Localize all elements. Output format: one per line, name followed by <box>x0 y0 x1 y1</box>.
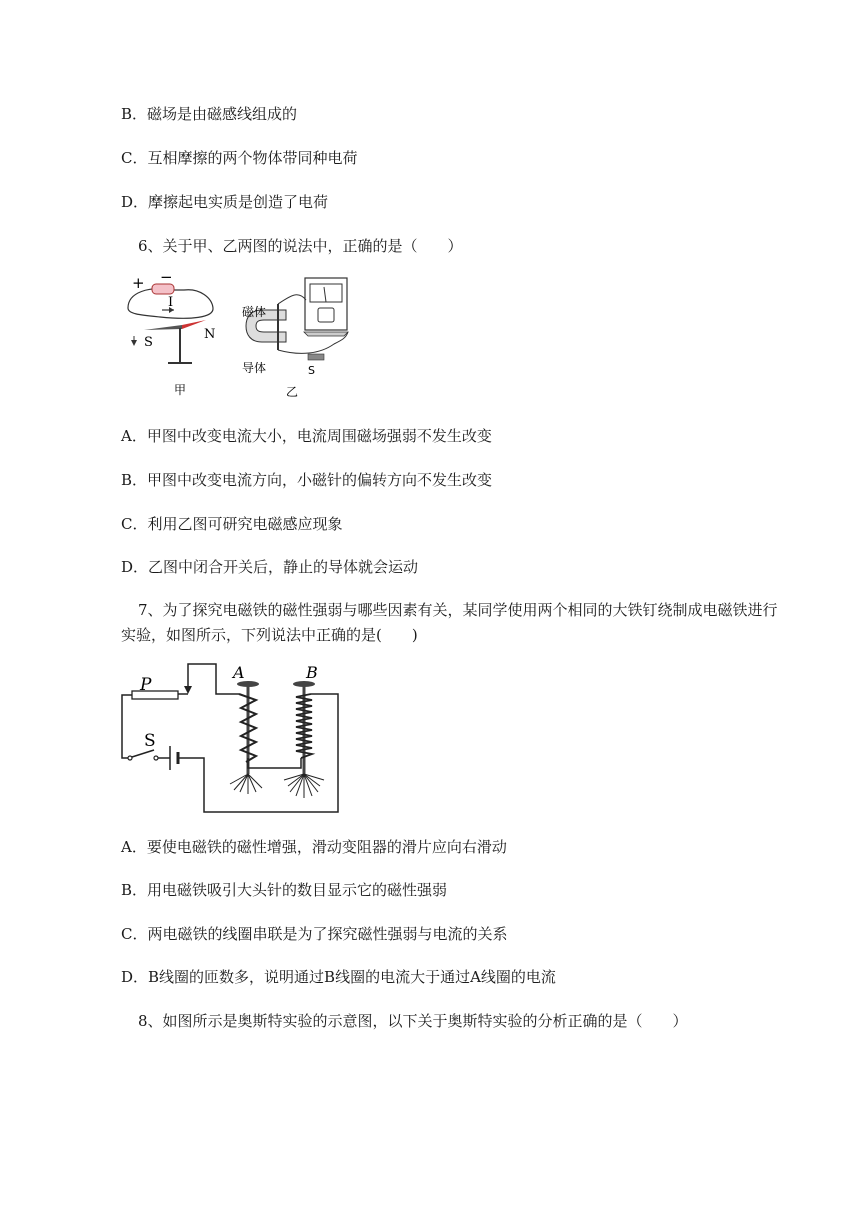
electromagnet-b <box>284 681 324 798</box>
needle-north-label: N <box>204 327 216 342</box>
return-wire <box>178 694 338 812</box>
switch-icon <box>308 354 324 360</box>
battery-plus-label: + <box>132 274 145 292</box>
q6-diagram <box>120 270 360 402</box>
wire-to-meter <box>278 295 306 304</box>
q6-option-a: A．甲图中改变电流大小，电流周围磁场强弱不发生改变 <box>121 427 492 445</box>
q7-figure <box>118 658 348 818</box>
conductor-label: 导体 <box>242 361 267 375</box>
switch-icon <box>132 750 154 757</box>
rheostat-icon <box>132 691 178 699</box>
pins-a-icon <box>230 774 262 794</box>
rheostat-wire <box>188 664 239 694</box>
q6-option-c: C．利用乙图可研究电磁感应现象 <box>121 515 343 533</box>
battery-minus-label: − <box>160 270 173 286</box>
rotation-arrow-icon <box>131 340 137 346</box>
needle-south-half <box>144 325 182 330</box>
pins-b-icon <box>284 774 324 798</box>
magnet-a-label: A <box>233 663 245 682</box>
q7-option-a: A．要使电磁铁的磁性增强，滑动变阻器的滑片应向右滑动 <box>121 838 507 856</box>
q7-diagram <box>118 658 348 818</box>
rheostat-label: P <box>140 675 152 695</box>
q7-option-d: D．B线圈的匝数多，说明通过B线圈的电流大于通过A线圈的电流 <box>121 968 556 986</box>
magnet-label: 磁体 <box>242 305 267 319</box>
magnet-b-label: B <box>306 663 318 682</box>
current-label: I <box>168 295 174 310</box>
q8-stem: 8、如图所示是奥斯特实验的示意图，以下关于奥斯特实验的分析正确的是（ ） <box>138 1012 688 1030</box>
needle-north-half <box>182 320 206 329</box>
q5-option-b: B．磁场是由磁感线组成的 <box>121 105 298 123</box>
series-wire <box>248 758 301 768</box>
galvanometer-base <box>304 332 348 336</box>
q6-option-d: D．乙图中闭合开关后，静止的导体就会运动 <box>121 558 419 576</box>
switch-terminal-right <box>154 756 158 760</box>
needle-south-label: S <box>144 335 153 350</box>
left-wire <box>122 695 132 758</box>
q5-option-c: C．互相摩擦的两个物体带同种电荷 <box>121 149 358 167</box>
q6-option-b: B．甲图中改变电流方向，小磁针的偏转方向不发生改变 <box>121 471 493 489</box>
switch-label: S <box>144 731 156 751</box>
galvanometer-terminal <box>318 308 334 322</box>
q6-figure <box>120 270 360 402</box>
q7-option-b: B．用电磁铁吸引大头针的数目显示它的磁性强弱 <box>121 881 448 899</box>
q7-option-c: C．两电磁铁的线圈串联是为了探究磁性强弱与电流的关系 <box>121 925 508 943</box>
figure-jia <box>128 270 215 397</box>
electromagnet-a <box>230 681 301 794</box>
slider-arrow-icon <box>184 686 192 694</box>
figure-yi-caption: 乙 <box>286 385 299 399</box>
q7-stem-line2: 实验，如图所示，下列说法中正确的是( ) <box>121 626 418 644</box>
q6-stem: 6、关于甲、乙两图的说法中，正确的是（ ） <box>138 237 463 255</box>
switch-terminal-left <box>128 756 132 760</box>
switch-label: S <box>308 364 315 377</box>
q5-option-d: D．摩擦起电实质是创造了电荷 <box>121 193 329 211</box>
q7-stem-line1: 7、为了探究电磁铁的磁性强弱与哪些因素有关，某同学使用两个相同的大铁钉绕制成电磁铁进行 <box>138 601 778 619</box>
figure-yi <box>242 278 348 399</box>
figure-jia-caption: 甲 <box>174 383 187 397</box>
